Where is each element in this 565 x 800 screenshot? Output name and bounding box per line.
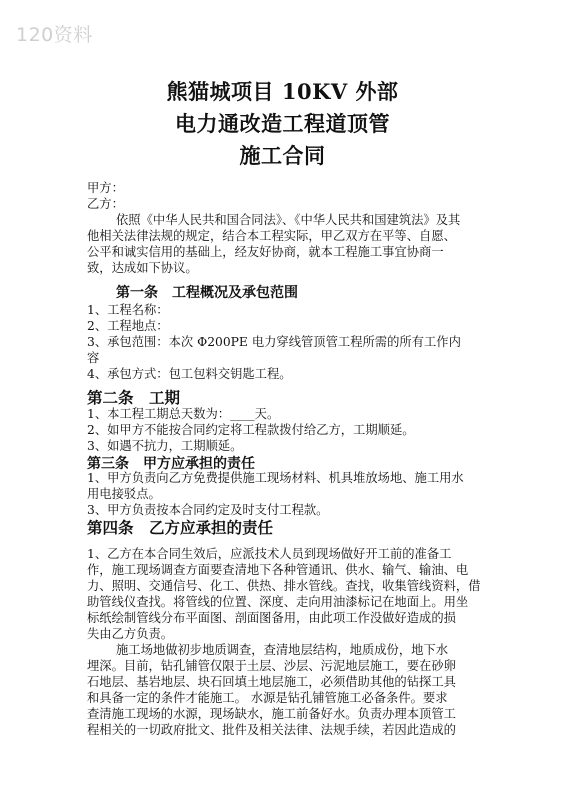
document-title-line-3: 施工合同: [239, 143, 326, 168]
article-4-para2-line: 施工场地做初步地质调查，查清地层结构，地质成份，地下水: [116, 643, 449, 657]
article-3-line: 3、甲方负责按本合同约定及时支付工程款。: [87, 503, 329, 517]
article-2-line: 3、如遇不抗力，工期顺延。: [87, 439, 243, 453]
article-4-line: 力、照明、交通信号、化工、供热、排水管线。查找，收集管线资料，借: [87, 579, 481, 593]
party-a-label: 甲方：: [87, 181, 124, 195]
article-4-line: 作，施工现场调查方面要查清地下各种管通讯、供水、输气、输油、电: [87, 563, 469, 577]
article-4-para2-line: 查清施工现场的水源，现场缺水，施工前备好水。负责办理本顶管工: [87, 707, 456, 721]
article-2-line: 1、本工程工期总天数为：____天。: [87, 407, 280, 421]
document-title-line-2: 电力通改造工程道顶管: [175, 111, 390, 136]
article-3-line: 用电接驳点。: [87, 487, 161, 501]
intro-line: 依照《中华人民共和国合同法》、《中华人民共和国建筑法》及其: [116, 213, 461, 227]
article-1-line: 3、承包范围：本次 Φ200PE 电力穿线管顶管工程所需的所有工作内: [87, 335, 461, 349]
article-1-line: 1、工程名称：: [87, 303, 169, 317]
article-2-line: 2、如甲方不能按合同约定将工程款拨付给乙方，工期顺延。: [87, 423, 415, 437]
article-4-line: 失由乙方负责。: [87, 627, 174, 641]
article-1-line: 4、承包方式：包工包料交钥匙工程。: [87, 367, 292, 381]
intro-line: 致，达成如下协议。: [87, 261, 198, 275]
watermark: 120资料: [16, 24, 93, 46]
article-4-para2-line: 石地层、基岩地层、块石回填土地层施工，必须借助其他的钻探工具: [87, 675, 456, 689]
article-2-heading: 第二条 工期: [87, 388, 181, 407]
document-title-line-1: 熊猫城项目 10KV 外部: [166, 79, 399, 104]
article-4-heading: 第四条 乙方应承担的责任: [87, 518, 274, 537]
article-4-line: 标纸绘制管线分布平面图、剖面图备用，由此项工作没做好造成的损: [87, 611, 456, 625]
intro-line: 公平和诚实信用的基础上，经友好协商，就本工程施工事宜协商一: [87, 245, 444, 259]
article-4-para2-line: 程相关的一切政府批文、批件及相关法律、法规手续，若因此造成的: [87, 723, 456, 737]
article-1-line: 容: [87, 351, 100, 365]
article-1-line: 2、工程地点：: [87, 319, 169, 333]
article-4-line: 1、乙方在本合同生效后，应派技术人员到现场做好开工前的准备工: [87, 547, 452, 561]
article-4-para2-line: 埋深。目前，钻孔铺管仅限于土层、沙层、污泥地层施工，要在砂卵: [87, 659, 456, 673]
article-3-line: 1、甲方负责向乙方免费提供施工现场材料、机具堆放场地、施工用水: [87, 471, 464, 485]
party-b-label: 乙方：: [87, 197, 124, 211]
article-3-heading: 第三条 甲方应承担的责任: [87, 456, 255, 472]
article-4-para2-line: 和具备一定的条件才能施工。 水源是钻孔铺管施工必备条件。要求: [87, 691, 448, 705]
article-4-line: 助管线仪查找。将管线的位置、深度、走向用油漆标记在地面上。用坐: [87, 595, 469, 609]
intro-line: 他相关法律法规的规定，结合本工程实际，甲乙双方在平等、自愿、: [87, 229, 456, 243]
article-1-heading: 第一条 工程概况及承包范围: [116, 285, 298, 301]
